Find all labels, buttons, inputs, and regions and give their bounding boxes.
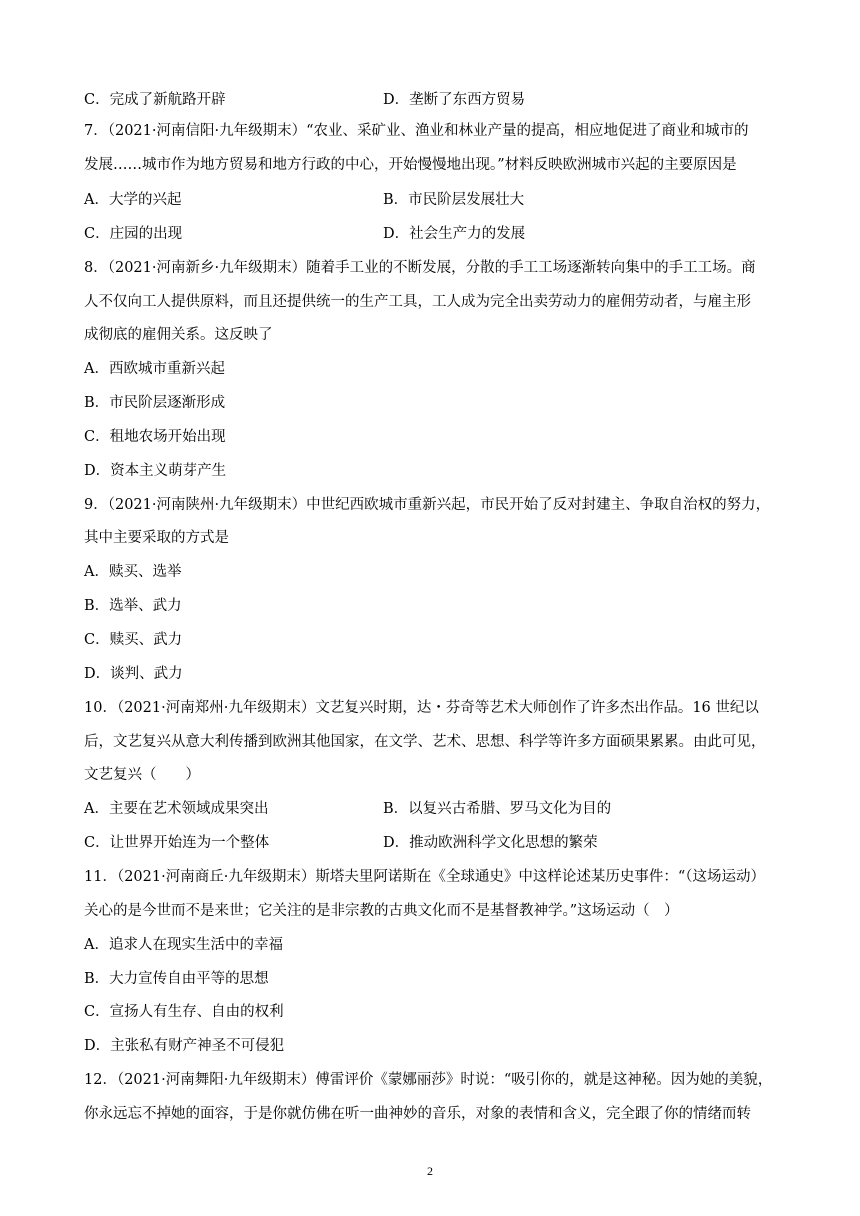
q7-option-b: B．市民阶层发展壮大 xyxy=(383,192,525,208)
q10-option-c: C．让世界开始连为一个整体 xyxy=(84,835,270,851)
q8-stem-line-3: 成彻底的雇佣关系。这反映了 xyxy=(84,327,273,343)
q6-option-d: D．垄断了东西方贸易 xyxy=(383,92,526,108)
q10-option-d: D．推动欧洲科学文化思想的繁荣 xyxy=(383,835,598,851)
q9-stem-line-1: 9．（2021·河南陕州·九年级期末）中世纪西欧城市重新兴起，市民开始了反对封建主、争取自治权的努力， xyxy=(84,497,771,513)
q10-option-a: A．主要在艺术领域成果突出 xyxy=(84,801,269,817)
q11-option-a: A．追求人在现实生活中的幸福 xyxy=(84,937,283,953)
q10-option-b: B．以复兴古希腊、罗马文化为目的 xyxy=(383,801,612,817)
q8-option-c: C．租地农场开始出现 xyxy=(84,429,226,445)
q6-option-c: C．完成了新航路开辟 xyxy=(84,92,226,108)
q10-stem-line-1: 10．（2021·河南郑州·九年级期末）文艺复兴时期，达・芬奇等艺术大师创作了许多杰出作品。16 世纪以 xyxy=(84,700,759,716)
q8-option-a: A．西欧城市重新兴起 xyxy=(84,361,225,377)
q7-stem-line-1: 7．（2021·河南信阳·九年级期末）“农业、采矿业、渔业和林业产量的提高，相应地促进了商业和城市的 xyxy=(84,123,749,139)
q7-option-c: C．庄园的出现 xyxy=(84,226,183,242)
page-number: 2 xyxy=(427,1164,433,1178)
q11-option-d: D．主张私有财产神圣不可侵犯 xyxy=(84,1038,285,1054)
q12-stem-line-1: 12．（2021·河南舞阳·九年级期末）傅雷评价《蒙娜丽莎》时说：“吸引你的，就是这神秘。因为她的美貌， xyxy=(84,1072,773,1088)
q10-stem-line-2: 后，文艺复兴从意大利传播到欧洲其他国家，在文学、艺术、思想、科学等许多方面硕果累累。由此可见， xyxy=(84,734,766,750)
q7-stem-line-2: 发展……城市作为地方贸易和地方行政的中心，开始慢慢地出现。”材料反映欧洲城市兴起的主要原因是 xyxy=(84,157,737,173)
q9-option-c: C．赎买、武力 xyxy=(84,632,183,648)
q8-option-b: B．市民阶层逐渐形成 xyxy=(84,395,226,411)
q12-stem-line-2: 你永远忘不掉她的面容，于是你就仿佛在听一曲神妙的音乐，对象的表情和含义，完全跟了你的情绪而转 xyxy=(84,1106,751,1122)
q10-stem-line-3: 文艺复兴（ ） xyxy=(84,767,200,783)
q11-option-c: C．宣扬人有生存、自由的权利 xyxy=(84,1004,284,1020)
q11-option-b: B．大力宣传自由平等的思想 xyxy=(84,971,269,987)
q11-stem-line-2: 关心的是今世而不是来世；它关注的是非宗教的古典文化而不是基督教神学。”这场运动（ ） xyxy=(84,903,679,919)
q9-option-b: B．选举、武力 xyxy=(84,598,182,614)
q8-stem-line-2: 人不仅向工人提供原料，而且还提供统一的生产工具，工人成为完全出卖劳动力的雇佣劳动者，与雇主形 xyxy=(84,294,751,310)
q8-stem-line-1: 8．（2021·河南新乡·九年级期末）随着手工业的不断发展，分散的手工工场逐渐转向集中的手工工场。商 xyxy=(84,260,756,276)
q9-option-d: D．谈判、武力 xyxy=(84,666,183,682)
q7-option-d: D．社会生产力的发展 xyxy=(383,226,526,242)
q9-stem-line-2: 其中主要采取的方式是 xyxy=(84,530,229,546)
q7-option-a: A．大学的兴起 xyxy=(84,192,182,208)
q11-stem-line-1: 11．（2021·河南商丘·九年级期末）斯塔夫里阿诺斯在《全球通史》中这样论述某历史事件：“（这场运动） xyxy=(84,869,765,885)
q9-option-a: A．赎买、选举 xyxy=(84,564,182,580)
q8-option-d: D．资本主义萌芽产生 xyxy=(84,463,227,479)
